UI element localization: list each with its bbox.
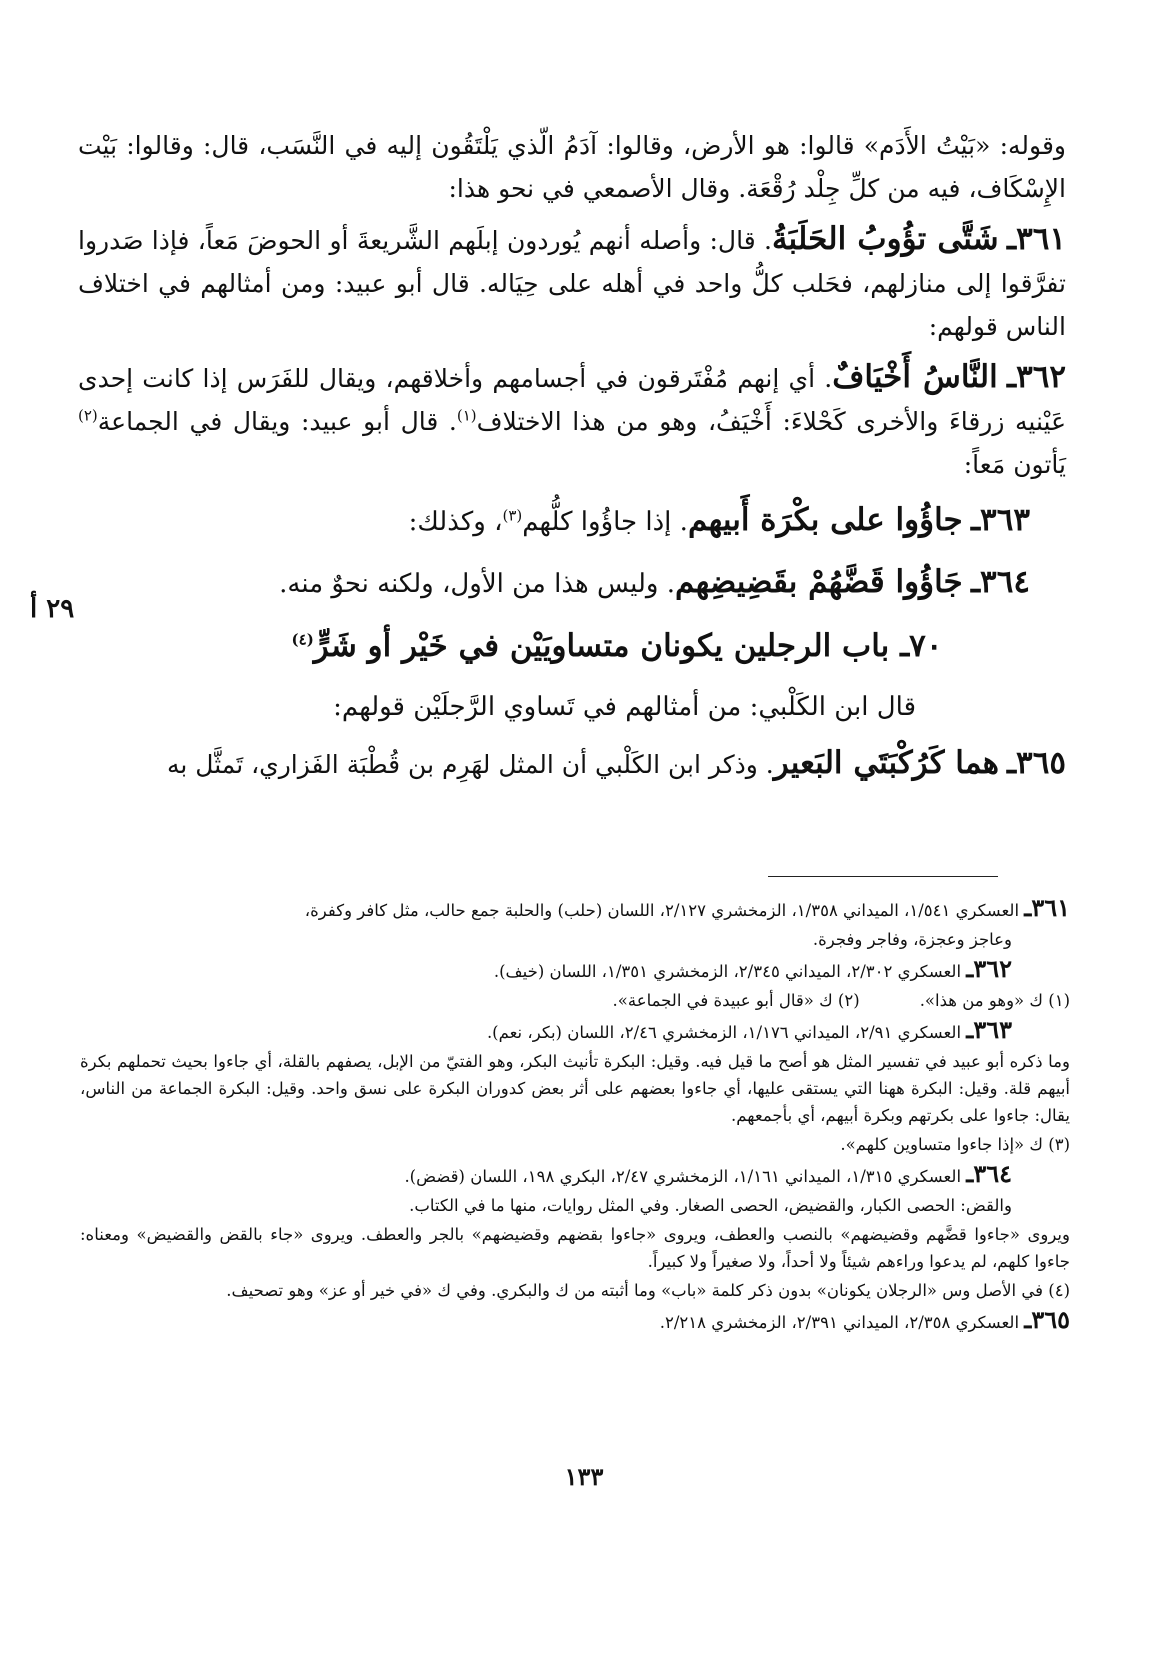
chapter-intro bbox=[78, 682, 1066, 732]
chapter-heading bbox=[78, 618, 1066, 674]
main-text bbox=[78, 124, 1066, 794]
proverb-heading: شَتَّى تؤُوبُ الحَلَبَةُ bbox=[771, 221, 999, 257]
proverb-heading: هما كَرُكْبَتَي البَعير bbox=[773, 745, 999, 781]
note-number: ٣٦١ـ bbox=[1024, 893, 1070, 922]
entry-text: يَأتون مَعاً: bbox=[963, 450, 1066, 479]
entry-363 bbox=[78, 494, 1066, 548]
note-361-continued bbox=[80, 926, 1070, 953]
footnote-3 bbox=[80, 1131, 1070, 1158]
chapter-title: ٧٠ـ باب الرجلين يكونان متساويَيْن في خَيْر أو شَرٍّ bbox=[313, 628, 943, 664]
entry-text: . إذا جاؤُوا كلُّهم bbox=[522, 507, 688, 537]
entry-text: . قال: وأصله أنهم يُوردون إبلَهم الشَّريعةَ أو الحوضَ مَعاً، فإذا صَدروا تفرَّقوا إلى منازلهم، فحَلب كلُّ واحد في أهله على حِيَاله. قال أبو عبيد: ومن أمثالهم في اختلاف الناس قولهم: bbox=[78, 226, 1066, 341]
footnote-marker[interactable]: (٢) bbox=[78, 406, 98, 425]
footnote-separator bbox=[768, 876, 998, 877]
entry-number: ٣٦٤ـ bbox=[970, 564, 1030, 600]
chapter-intro-text: قال ابن الكَلْبي: من أمثالهم في تَساوي الرَّجلَيْن قولهم: bbox=[333, 692, 916, 722]
footnote-marker[interactable]: (١) bbox=[456, 406, 477, 425]
entry-number: ٣٦٥ـ bbox=[1006, 745, 1066, 781]
proverb-heading: جاؤُوا على بكْرَة أَبيهم bbox=[687, 502, 963, 538]
note-number: ٣٦٣ـ bbox=[966, 1015, 1012, 1044]
entry-text: . وليس هذا من الأول، ولكنه نحوٌ منه. bbox=[279, 569, 675, 599]
paragraph-intro bbox=[78, 124, 1066, 210]
footnote-marker[interactable]: (٣) bbox=[502, 506, 523, 525]
note-364-body-2 bbox=[80, 1221, 1070, 1275]
note-363 bbox=[80, 1016, 1070, 1046]
proverb-heading: جَاؤُوا قَضَّهُمْ بقَضِيضِهم bbox=[674, 564, 963, 600]
note-text: وما ذكره أبو عبيد في تفسير المثل هو أصح ما قيل فيه. وقيل: البكرة تأنيث البكر، وهو الفتيّ من الإبل، يصفهم بالقلة، أي جاءوا بحيث تحملهم بكرة أبيهم قلة. وقيل: البكرة ههنا التي يستقى عليها، أي جاءوا بعضهم على أثر بعض كدوران البكرة على نسق واحد. وقيل: البكرة الجماعة من الناس، يقال: جاءوا على بكرتهم وبكرة أبيهم، أي بأجمعهم. bbox=[80, 1052, 1070, 1125]
footnote-1: (١) ك «وهو من هذا». bbox=[919, 991, 1070, 1010]
manuscript-folio-marker: ٢٩ أ bbox=[30, 594, 75, 624]
note-365 bbox=[80, 1306, 1070, 1336]
proverb-heading: النَّاسُ أَخْيَافٌ bbox=[832, 359, 998, 395]
footnote-4 bbox=[80, 1277, 1070, 1304]
entry-number: ٣٦٢ـ bbox=[1006, 359, 1067, 395]
note-text: العسكري ٢/٣٠٢، الميداني ٢/٣٤٥، الزمخشري ١/٣٥١، اللسان (خيف). bbox=[493, 962, 962, 981]
note-text: والقض: الحصى الكبار، والقضيض، الحصى الصغار. وفي المثل روايات، منها ما في الكتاب. bbox=[409, 1196, 1012, 1215]
footnotes-section bbox=[80, 894, 1070, 1338]
entry-text: ، وكذلك: bbox=[408, 507, 503, 537]
footnote-marker[interactable]: (٤) bbox=[291, 630, 314, 649]
note-text: العسكري ١/٣١٥، الميداني ١/١٦١، الزمخشري ٢/٤٧، البكري ١٩٨، اللسان (قضض). bbox=[404, 1167, 962, 1186]
entry-361 bbox=[78, 218, 1066, 348]
entry-365 bbox=[78, 742, 1066, 786]
note-363-body bbox=[80, 1048, 1070, 1129]
note-text: العسكري ٢/٣٥٨، الميداني ٢/٣٩١، الزمخشري ٢/٢١٨. bbox=[659, 1313, 1020, 1332]
note-number: ٣٦٥ـ bbox=[1024, 1305, 1070, 1334]
entry-text: . قال أبو عبيد: ويقال في الجماعة bbox=[97, 407, 457, 436]
footnote-text: (٣) ك «إذا جاءوا متساوين كلهم». bbox=[840, 1135, 1070, 1154]
entry-362 bbox=[78, 356, 1066, 486]
footnotes-1-2 bbox=[80, 987, 1070, 1014]
entry-number: ٣٦١ـ bbox=[1006, 221, 1067, 257]
note-number: ٣٦٢ـ bbox=[966, 954, 1012, 983]
intro-text: وقوله: «بَيْتُ الأَدَم» قالوا: هو الأرض، وقالوا: آدَمُ الّذي يَلْتَقُون إليه في النَّسَب، قال: وقالوا: بَيْت الإِسْكَاف، فيه من كلِّ جِلْد رُقْعَة. وقال الأصمعي في نحو هذا: bbox=[78, 131, 1066, 203]
note-text: العسكري ٢/٩١، الميداني ١/١٧٦، الزمخشري ٢/٤٦، اللسان (بكر، نعم). bbox=[486, 1023, 962, 1042]
entry-text: . أي إنهم مُفْتَرقون في أجسامهم وأخلاقهم، ويقال للفَرَس إذا كانت إحدى عَيْنيه زرقاءَ والأخرى كَحْلاءَ: أَخْيَفُ، وهو من هذا الاختلاف bbox=[78, 364, 1066, 436]
note-361 bbox=[80, 894, 1070, 924]
note-text: العسكري ١/٥٤١، الميداني ١/٣٥٨، الزمخشري ٢/١٢٧، اللسان (حلب) والحلبة جمع حالب، مثل كافر وكفرة، bbox=[304, 901, 1020, 920]
entry-364 bbox=[78, 556, 1066, 610]
footnote-text: (٤) في الأصل وس «الرجلان يكونان» بدون ذكر كلمة «باب» وما أثبته من ك والبكري. وفي ك «في خير أو عز» وهو تصحيف. bbox=[226, 1281, 1070, 1300]
note-364 bbox=[80, 1160, 1070, 1190]
page-number: ١٣٣ bbox=[564, 1462, 604, 1491]
note-364-body-1 bbox=[80, 1192, 1070, 1219]
entry-number: ٣٦٣ـ bbox=[970, 502, 1030, 538]
note-362 bbox=[80, 955, 1070, 985]
note-text: وعاجز وعجزة، وفاجر وفجرة. bbox=[812, 930, 1012, 949]
footnote-2: (٢) ك «قال أبو عبيدة في الجماعة». bbox=[612, 991, 860, 1010]
note-text: ويروى «جاءوا قضَّهم وقضيضهم» بالنصب والعطف، ويروى «جاءوا بقضهم وقضيضهم» بالجر والعطف. ويروى «جاء بالقض والقضيض» ومعناه: جاءوا كلهم، لم يدعوا وراءهم شيئاً ولا أحداً، ولا صغيراً ولا كبيراً. bbox=[80, 1225, 1070, 1271]
entry-text: . وذكر ابن الكَلْبي أن المثل لهَرِم بن قُطْبَة الفَزاري، تَمثَّل به bbox=[166, 750, 774, 779]
note-number: ٣٦٤ـ bbox=[966, 1159, 1012, 1188]
